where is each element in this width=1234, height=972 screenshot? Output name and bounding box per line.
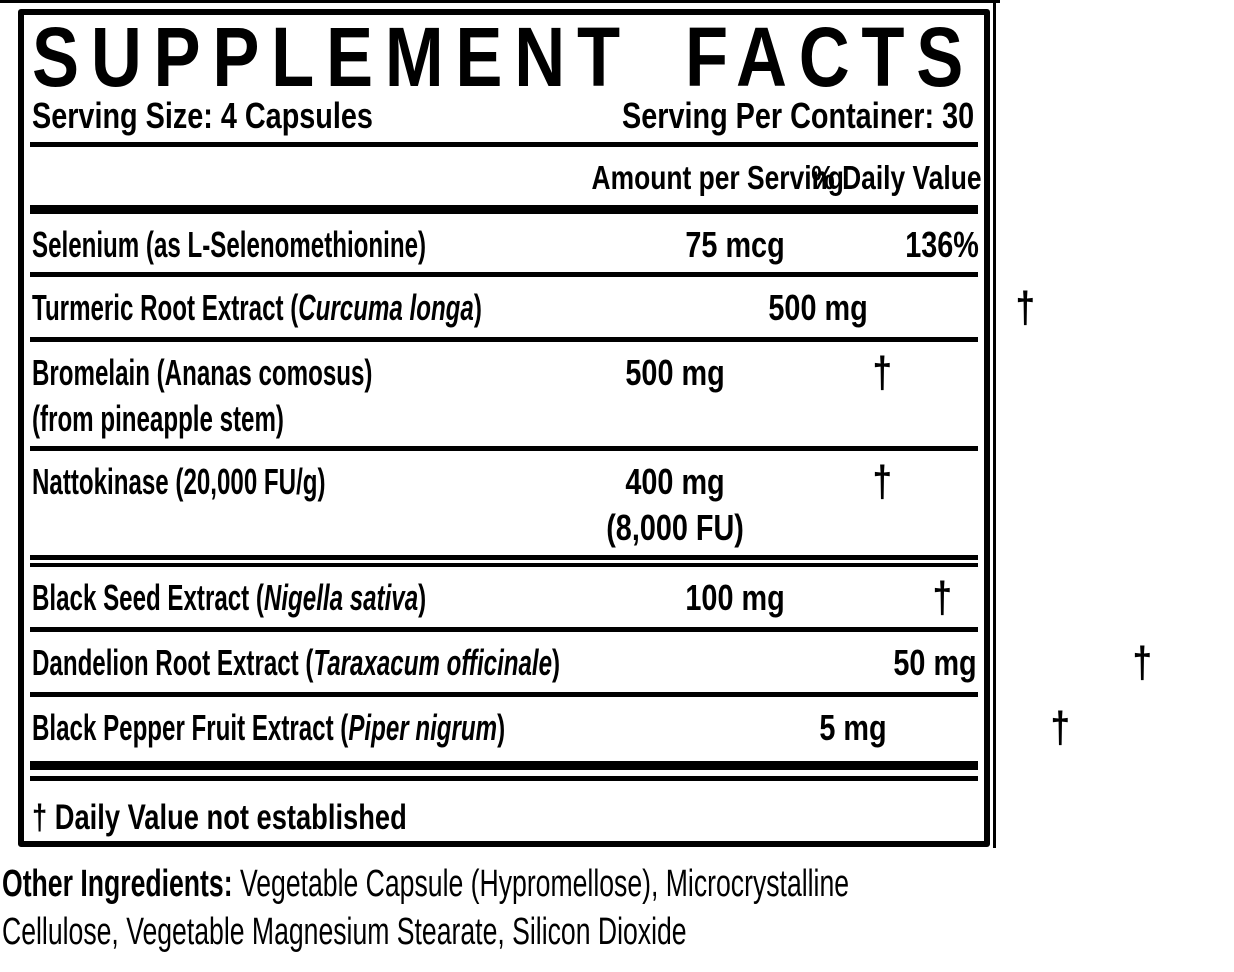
table-row <box>32 342 974 446</box>
daily-value: † <box>872 348 892 397</box>
table-row <box>32 567 974 627</box>
daily-value: 136% <box>905 224 979 265</box>
ingredient-name: Bromelain (Ananas comosus) (from pineapple stem) <box>32 350 372 442</box>
amount-cell <box>738 705 968 751</box>
daily-value-cell <box>850 222 1034 268</box>
supplement-facts-panel <box>18 9 1152 847</box>
other-ingredients-text2: Cellulose, Vegetable Magnesium Stearate, Silicon Dioxide <box>2 911 687 953</box>
daily-value: † <box>872 457 892 506</box>
daily-value: † <box>1015 283 1036 332</box>
daily-value: † <box>1132 638 1152 687</box>
table-row <box>32 214 979 272</box>
ingredient-name-cell <box>32 459 560 505</box>
ingredient-name-cell <box>32 222 620 268</box>
column-header-amount: Amount per Serving <box>591 159 844 196</box>
daily-value-cell <box>968 705 1152 753</box>
amount-value: 5 mg <box>819 707 887 748</box>
daily-value: † <box>1050 703 1070 752</box>
daily-value-cell <box>933 285 1117 333</box>
daily-value-cell <box>1050 640 1234 688</box>
daily-value: † <box>932 573 953 622</box>
ingredient-botanical-name: Piper nigrum <box>348 707 498 748</box>
amount-value: 75 mcg <box>685 224 785 265</box>
ingredient-name-cell <box>32 350 560 442</box>
table-row <box>32 277 1036 337</box>
panel-title: SUPPLEMENT FACTS <box>32 10 976 104</box>
ingredient-name: Dandelion Root Extract (Taraxacum officinale) <box>32 642 561 683</box>
ingredient-name-cell <box>32 705 738 751</box>
amount-cell <box>620 575 850 621</box>
other-ingredients-line1 <box>2 860 850 908</box>
row-separator <box>30 555 978 567</box>
amount-cell <box>560 459 790 551</box>
table-row <box>32 697 1070 757</box>
ingredient-name-cell <box>32 575 620 621</box>
ingredient-name-line2: (from pineapple stem) <box>32 398 284 439</box>
amount-cell <box>560 350 790 396</box>
other-ingredients <box>2 860 998 956</box>
amount-value: 50 mg <box>893 642 977 683</box>
other-ingredients-label: Other Ingredients: <box>2 863 233 905</box>
amount-value: 100 mg <box>685 577 785 618</box>
top-border-rule <box>0 0 1000 3</box>
amount-value-line2: (8,000 FU) <box>606 507 744 548</box>
ingredient-name: Black Pepper Fruit Extract (Piper nigrum) <box>32 707 506 748</box>
column-headers <box>32 147 982 205</box>
ingredient-name: Black Seed Extract (Nigella sativa) <box>32 577 427 618</box>
servings-per-container: Serving Per Container: 30 <box>621 95 974 136</box>
column-header-daily-value-cell <box>790 159 982 197</box>
ingredient-botanical-name: Curcuma longa <box>298 287 474 328</box>
ingredient-name: Selenium (as L-Selenomethionine) <box>32 224 427 265</box>
serving-size: Serving Size: 4 Capsules <box>32 95 373 136</box>
footnote-daily-value <box>32 781 974 841</box>
amount-cell <box>620 222 850 268</box>
ingredient-name: Turmeric Root Extract (Curcuma longa) <box>32 287 482 328</box>
ingredient-name-cell <box>32 640 820 686</box>
footnote-text: † Daily Value not established <box>32 798 407 837</box>
daily-value-cell <box>790 459 974 507</box>
daily-value-cell <box>850 575 1034 623</box>
column-header-daily-value: % Daily Value <box>811 159 982 196</box>
ingredient-name: Nattokinase (20,000 FU/g) <box>32 461 326 502</box>
amount-cell <box>703 285 933 331</box>
other-ingredients-text1: Vegetable Capsule (Hypromellose), Microcrystalline <box>232 863 850 905</box>
table-row <box>32 451 974 555</box>
ingredient-rows <box>32 214 1152 781</box>
other-ingredients-line2 <box>2 908 699 956</box>
amount-cell <box>820 640 1050 686</box>
rule-under-column-headers <box>30 205 978 214</box>
ingredient-name-cell <box>32 285 703 331</box>
amount-value: 400 mg (8,000 FU) <box>606 459 744 551</box>
daily-value-cell <box>790 350 974 398</box>
amount-value: 500 mg <box>625 352 725 393</box>
table-row <box>32 632 1152 692</box>
amount-value: 500 mg <box>768 287 869 328</box>
ingredient-botanical-name: Taraxacum officinale <box>313 642 553 683</box>
row-separator <box>30 761 978 781</box>
ingredient-botanical-name: Nigella sativa <box>263 577 419 618</box>
panel-title-line <box>32 10 976 104</box>
column-header-amount-cell <box>560 159 844 197</box>
